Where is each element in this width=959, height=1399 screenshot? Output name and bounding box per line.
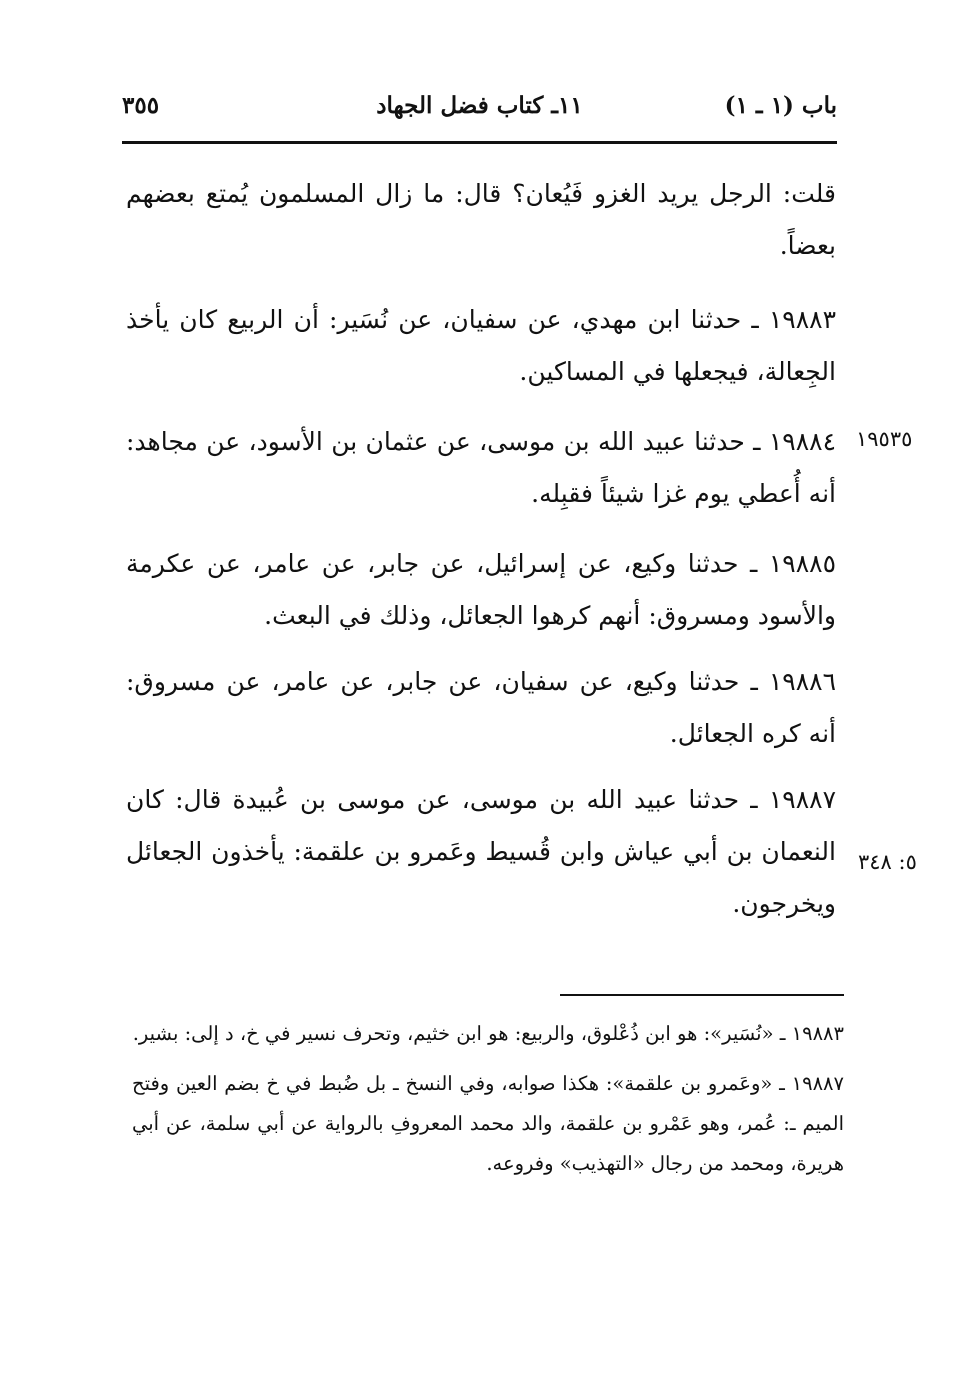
hadith-19885: ١٩٨٨٥ ـ حدثنا وكيع، عن إسرائيل، عن جابر، عن عامر، عن عكرمة والأسود ومسروق: أنهم كرهوا الجعائل، وذلك في البعث.	[126, 549, 836, 630]
hadith-19886: ١٩٨٨٦ ـ حدثنا وكيع، عن سفيان، عن جابر، عن عامر، عن مسروق: أنه كره الجعائل.	[126, 667, 836, 748]
footnote-19887: ١٩٨٨٧ ـ «وعَمرو بن علقمة»: هكذا صوابه، وفي النسخ ـ بل ضُبط في خ بضم العين وفتح الميم ـ: عُمر، وهو عَمْرو بن علقمة، والد محمد المعروفِ بالرواية عن أبي سلمة، عن أبي هريرة، ومحمد من رجال «التهذيب» وفروعه.	[132, 1072, 844, 1175]
footnote-rule	[560, 994, 844, 996]
footnotes	[132, 1014, 844, 1194]
margin-reference-19535: ١٩٥٣٥	[856, 427, 913, 451]
footnote-19883: ١٩٨٨٣ ـ «نُسَير»: هو ابن ذُعْلوق، والربيع: هو ابن خثيم، وتحرف نسير في خ، د إلى: بشير.	[132, 1022, 844, 1045]
hadith-19883: ١٩٨٨٣ ـ حدثنا ابن مهدي، عن سفيان، عن نُسَير: أن الربيع كان يأخذ الجِعالة، فيجعلها في المساكين.	[126, 305, 836, 386]
section-label: باب (١ ـ ١)	[724, 92, 837, 119]
hadith-19887: ١٩٨٨٧ ـ حدثنا عبيد الله بن موسى، عن موسى بن عُبيدة قال: كان النعمان بن أبي عياش وابن قُسيط وعَمرو بن علقمة: يأخذون الجعائل ويخرجون.	[126, 785, 836, 918]
book-title: ١١ـ كتاب فضل الجهاد	[376, 92, 583, 119]
hadith-19884: ١٩٨٨٤ ـ حدثنا عبيد الله بن موسى، عن عثمان بن الأسود، عن مجاهد: أنه أُعطي يوم غزا شيئاً فقبِله.	[126, 427, 836, 508]
page-number: ٣٥٥	[122, 92, 160, 119]
margin-reference-5-348: ٥: ٣٤٨	[858, 850, 917, 874]
header-rule	[122, 141, 837, 144]
page-header	[122, 88, 837, 128]
continuation-paragraph: قلت: الرجل يريد الغزو فَيُعان؟ قال: ما زال المسلمون يُمتع بعضهم بعضاً.	[126, 179, 836, 260]
main-text	[126, 168, 836, 948]
